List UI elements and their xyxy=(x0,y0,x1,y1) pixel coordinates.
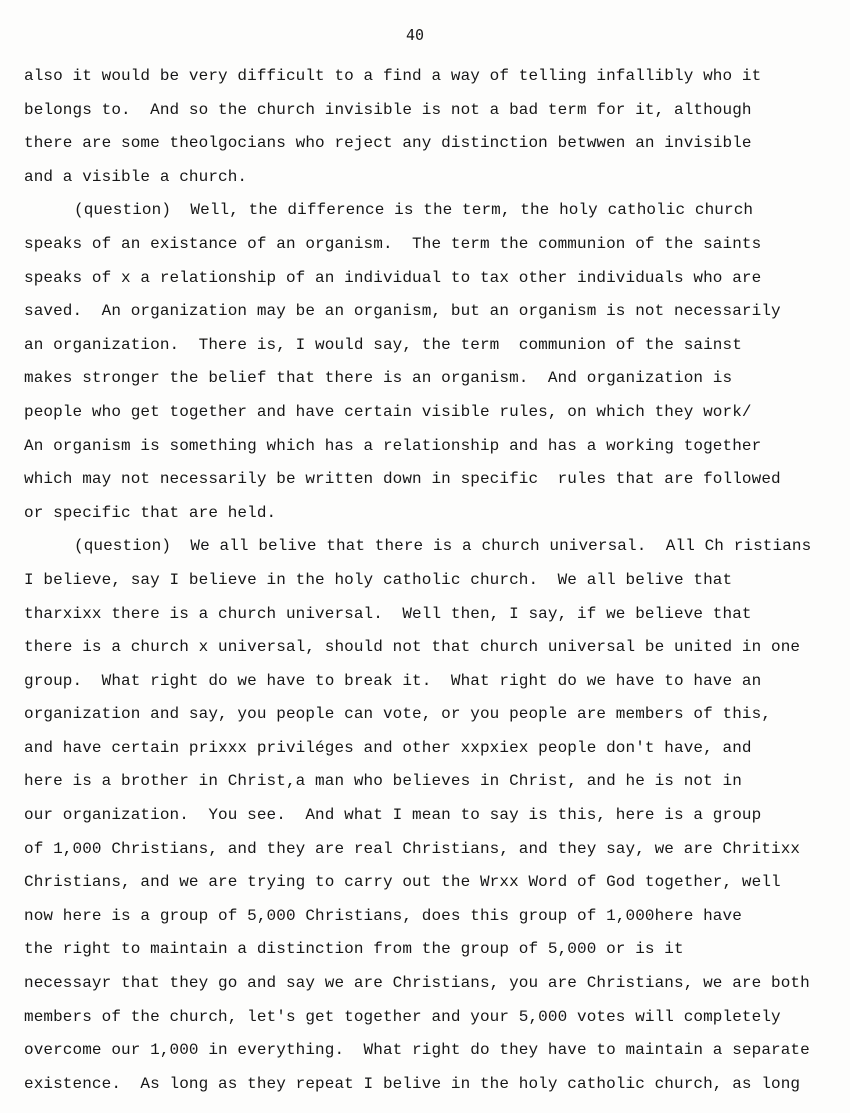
text-line: (question) Well, the difference is the term, the holy catholic church xyxy=(74,201,754,220)
text-line: or specific that are held. xyxy=(24,503,277,522)
text-line: our organization. You see. And what I mean to say is this, here is a group xyxy=(24,806,762,825)
text-line: existence. As long as they repeat I belive in the holy catholic church, as long xyxy=(24,1074,801,1093)
text-line: which may not necessarily be written down in specific rules that are followed xyxy=(24,470,781,489)
text-line: saved. An organization may be an organism, but an organism is not necessarily xyxy=(24,302,781,321)
text-line: and have certain prixxx priviléges and other xxpxiex people don't have, and xyxy=(24,738,752,757)
text-line: now here is a group of 5,000 Christians, does this group of 1,000here have xyxy=(24,906,742,925)
text-line: speaks of an existance of an organism. The term the communion of the saints xyxy=(24,234,762,253)
text-line: there is a church x universal, should not that church universal be united in one xyxy=(24,638,801,657)
text-line: organization and say, you people can vote, or you people are members of this, xyxy=(24,705,772,724)
text-line: people who get together and have certain visible rules, on which they work/ xyxy=(24,402,752,421)
text-line: Christians, and we are trying to carry out the Wrxx Word of God together, well xyxy=(24,873,781,892)
text-line: group. What right do we have to break it. What right do we have to have an xyxy=(24,671,762,690)
text-line: also it would be very difficult to a find a way of telling infallibly who it xyxy=(24,67,762,85)
text-line: of 1,000 Christians, and they are real Christians, and they say, we are Chritixx xyxy=(24,839,801,858)
text-line: an organization. There is, I would say, the term communion of the sainst xyxy=(24,335,742,354)
text-line: belongs to. And so the church invisible is not a bad term for it, although xyxy=(24,100,752,119)
text-line: there are some theolgocians who reject any distinction betwwen an invisible xyxy=(24,134,752,153)
text-line: I believe, say I believe in the holy catholic church. We all belive that xyxy=(24,570,733,589)
text-line: the right to maintain a distinction from the group of 5,000 or is it xyxy=(24,940,684,959)
document-body xyxy=(24,60,839,1101)
text-line: tharxixx there is a church universal. Well then, I say, if we believe that xyxy=(24,604,752,623)
text-line: makes stronger the belief that there is an organism. And organization is xyxy=(24,369,733,388)
text-line: here is a brother in Christ,a man who believes in Christ, and he is not in xyxy=(24,772,742,791)
text-line: and a visible a church. xyxy=(24,167,248,186)
text-line: overcome our 1,000 in everything. What right do they have to maintain a separate xyxy=(24,1041,810,1060)
text-line: speaks of x a relationship of an individual to tax other individuals who are xyxy=(24,268,762,287)
text-line: members of the church, let's get together and your 5,000 votes will completely xyxy=(24,1007,781,1026)
text-line: (question) We all belive that there is a church universal. All Ch ristians xyxy=(74,537,812,556)
text-line: necessayr that they go and say we are Christians, you are Christians, we are both xyxy=(24,974,810,993)
text-line: An organism is something which has a relationship and has a working together xyxy=(24,436,762,455)
page-number: 40 xyxy=(405,26,425,44)
